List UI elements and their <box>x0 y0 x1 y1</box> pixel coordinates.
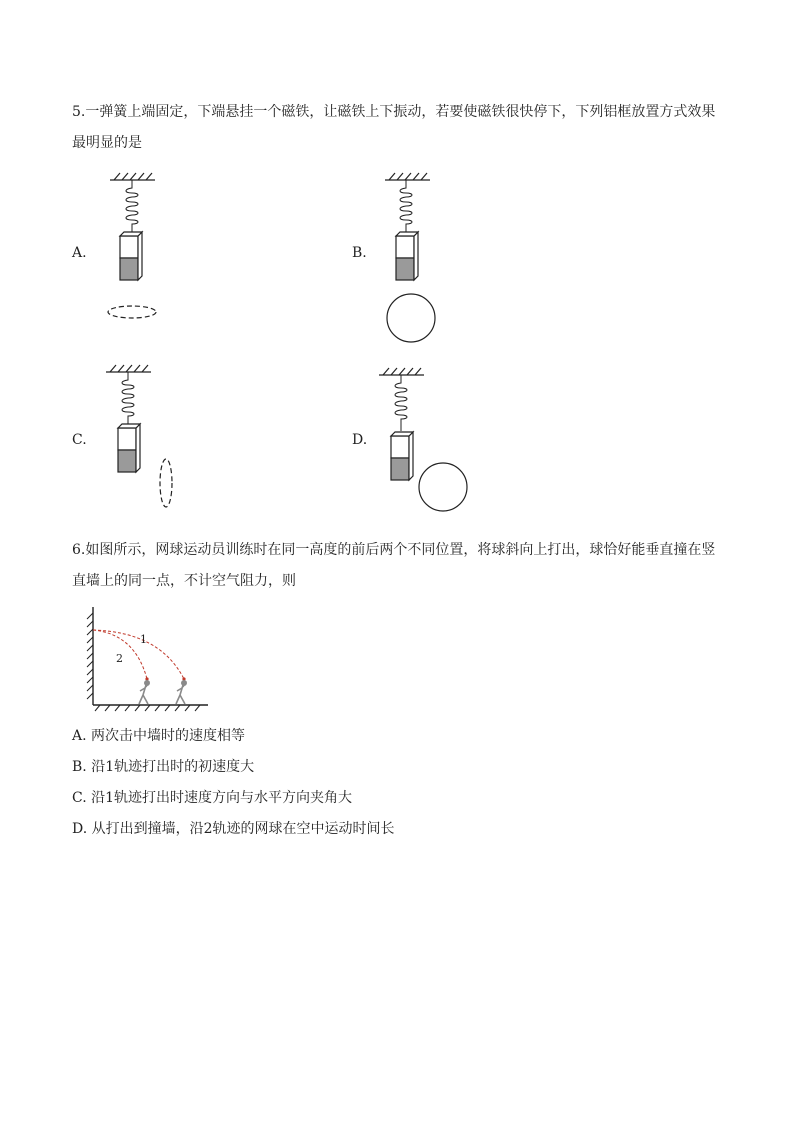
q5-option-a-label: A. <box>72 245 87 261</box>
aluminum-frame-offset-icon <box>419 463 467 511</box>
ceiling-mount-icon <box>379 368 424 375</box>
q6-option-b: B. 沿1轨迹打出时的初速度大 <box>72 759 255 775</box>
trajectory-1 <box>93 630 184 679</box>
q6-option-a: A. 两次击中墙时的速度相等 <box>72 728 246 744</box>
q5-option-d-label: D. <box>352 432 368 448</box>
spring-icon <box>395 375 407 431</box>
ceiling-mount-icon <box>110 173 155 180</box>
q5-number: 5. <box>72 104 86 120</box>
tennis-player-icon <box>176 681 186 704</box>
q5-option-b-figure <box>375 170 455 350</box>
q6-tennis-figure <box>80 603 215 715</box>
trajectory-1-label: 1 <box>140 633 147 646</box>
ground-icon <box>93 705 208 711</box>
aluminum-frame-front-icon <box>387 294 435 342</box>
q5-option-b-label: B. <box>352 245 367 261</box>
magnet-icon <box>391 432 413 480</box>
tennis-player-icon <box>139 681 149 704</box>
aluminum-frame-horizontal-icon <box>108 306 156 318</box>
aluminum-frame-side-icon <box>160 459 172 507</box>
q5-option-c-label: C. <box>72 432 87 448</box>
q5-option-d-figure <box>375 365 485 520</box>
q6-stem-line1: 如图所示，网球运动员训练时在同一高度的前后两个不同位置，将球斜向上打出，球恰好能垂直撞在竖 <box>85 542 716 558</box>
trajectory-2-label: 2 <box>116 652 123 665</box>
q6-number: 6. <box>72 542 86 558</box>
q5-stem-line2: 最明显的是 <box>72 135 142 151</box>
ceiling-mount-icon <box>106 365 151 372</box>
magnet-icon <box>120 232 142 280</box>
q6-option-c: C. 沿1轨迹打出时速度方向与水平方向夹角大 <box>72 790 353 806</box>
q5-option-a-figure <box>100 170 170 330</box>
q6-stem <box>72 540 722 560</box>
magnet-icon <box>118 424 140 472</box>
q6-stem-line2: 直墙上的同一点，不计空气阻力，则 <box>72 573 296 589</box>
spring-icon <box>400 180 412 236</box>
spring-icon <box>122 372 134 428</box>
q5-stem <box>72 102 722 122</box>
q5-stem-line1: 一弹簧上端固定，下端悬挂一个磁铁，让磁铁上下振动，若要使磁铁很快停下，下列铝框放置方式效果 <box>85 104 716 120</box>
q6-option-d: D. 从打出到撞墙，沿2轨迹的网球在空中运动时间长 <box>72 821 395 837</box>
magnet-icon <box>396 232 418 280</box>
q5-option-c-figure <box>100 362 190 522</box>
ceiling-mount-icon <box>385 173 430 180</box>
spring-icon <box>126 180 138 236</box>
wall-icon <box>87 607 93 705</box>
